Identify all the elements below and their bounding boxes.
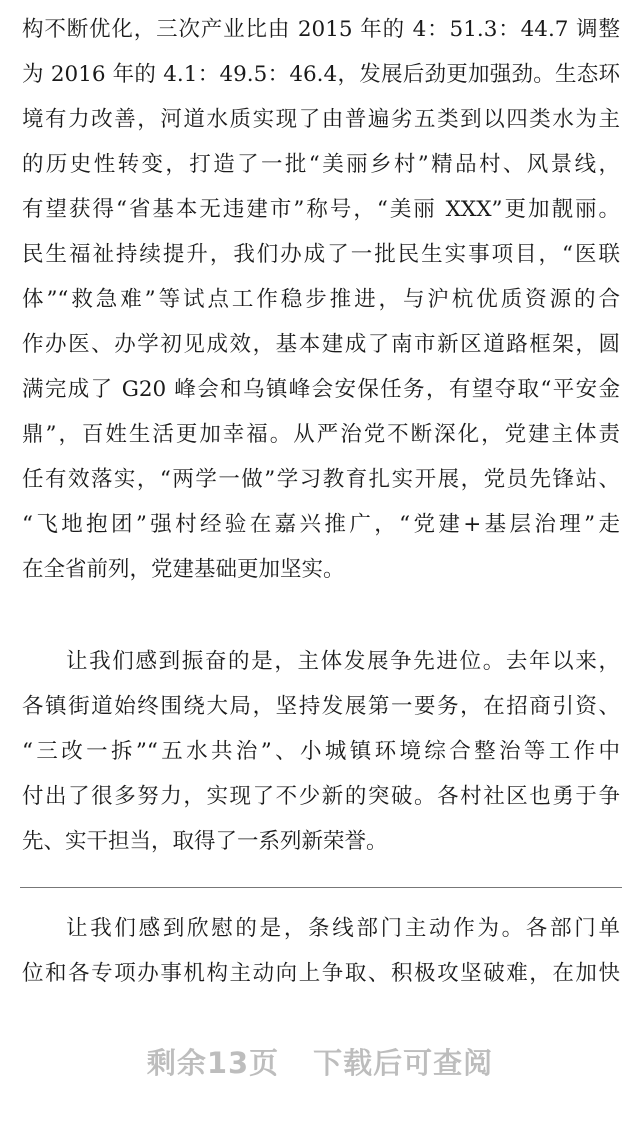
paragraph-1-line-6: 民生福祉持续提升，我们办成了一批民生实事项目，“医联 xyxy=(22,242,620,267)
remaining-pages-label: 剩余13页 xyxy=(146,1046,280,1080)
page-divider xyxy=(20,887,622,888)
paragraph-2-line-2: 各镇街道始终围绕大局，坚持发展第一要务，在招商引资、 xyxy=(22,694,620,719)
paragraph-1-line-7: 体”“救急难”等试点工作稳步推进，与沪杭优质资源的合 xyxy=(22,287,620,312)
paragraph-3-line-2: 位和各专项办事机构主动向上争取、积极攻坚破难，在加快 xyxy=(22,961,620,986)
download-prompt-banner[interactable] xyxy=(0,1038,640,1088)
paragraph-1-line-10: 鼎”，百姓生活更加幸福。从严治党不断深化，党建主体责 xyxy=(22,422,620,447)
paragraph-1-line-1: 构不断优化，三次产业比由 2015 年的 4：51.3：44.7 调整 xyxy=(22,17,620,42)
paragraph-2-line-3: “三改一拆”“五水共治”、小城镇环境综合整治等工作中 xyxy=(22,739,620,764)
paragraph-1-line-12: “飞地抱团”强村经验在嘉兴推广，“党建+基层治理”走 xyxy=(22,512,620,537)
paragraph-1-line-2: 为 2016 年的 4.1：49.5：46.4，发展后劲更加强劲。生态环 xyxy=(22,62,620,87)
paragraph-1-line-11: 任有效落实，“两学一做”学习教育扎实开展，党员先锋站、 xyxy=(22,467,620,492)
paragraph-2-line-1: 让我们感到振奋的是，主体发展争先进位。去年以来， xyxy=(66,649,620,674)
paragraph-2-line-5: 先、实干担当，取得了一系列新荣誉。 xyxy=(22,829,388,854)
paragraph-1-line-8: 作办医、办学初见成效，基本建成了南市新区道路框架，圆 xyxy=(22,332,620,357)
paragraph-1-line-3: 境有力改善，河道水质实现了由普遍劣五类到以四类水为主 xyxy=(22,107,620,132)
paragraph-1-line-5: 有望获得“省基本无违建市”称号，“美丽 XXX”更加靓丽。 xyxy=(22,197,620,222)
paragraph-1-line-4: 的历史性转变，打造了一批“美丽乡村”精品村、风景线， xyxy=(22,152,620,177)
paragraph-2-line-4: 付出了很多努力，实现了不少新的突破。各村社区也勇于争 xyxy=(22,784,620,809)
paragraph-3-line-1: 让我们感到欣慰的是，条线部门主动作为。各部门单 xyxy=(66,916,620,941)
paragraph-1-line-9: 满完成了 G20 峰会和乌镇峰会安保任务，有望夺取“平安金 xyxy=(22,377,620,402)
paragraph-1-line-13: 在全省前列，党建基础更加坚实。 xyxy=(22,557,345,582)
download-to-view-label[interactable]: 下载后可查阅 xyxy=(313,1046,494,1080)
